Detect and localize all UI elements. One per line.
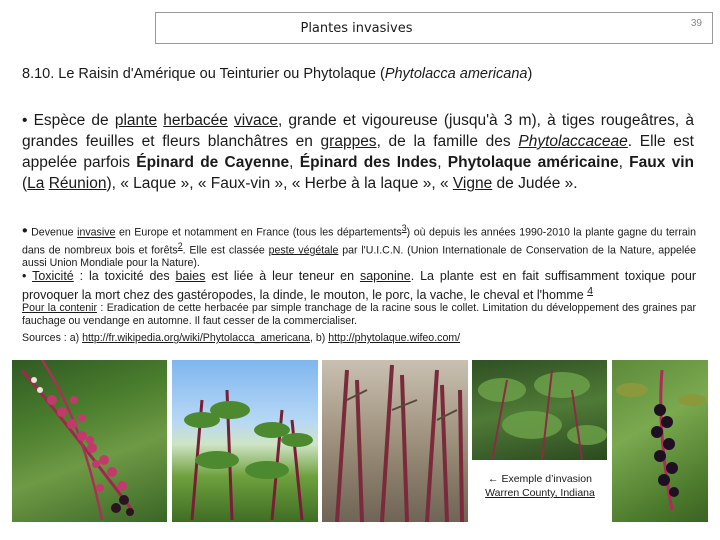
photo-berry-clusters [12, 360, 167, 522]
sources-label: Sources : a) [22, 332, 83, 344]
footnote-4[interactable]: 4 [587, 286, 593, 297]
link-plante[interactable]: plante [114, 112, 158, 129]
link-saponine[interactable]: saponine [359, 269, 411, 283]
description-paragraph [22, 110, 694, 194]
link-invasive[interactable]: invasive [77, 226, 116, 239]
para-text: est liée à leur teneur en [205, 269, 360, 283]
para-text: . La plante est en fait suffisamment toxique pour provoquer la mort chez des gastéropodes, la dinde, le mouton, le porc, la vache, le cheval et l'homme [22, 269, 697, 303]
desc-text: de Judée ». [492, 175, 578, 192]
para-text: ) où depuis les années 1990-2010 la plante gagne du terrain dans de nombreux bois et forêts [22, 226, 696, 257]
link-phytolaque-wifeo[interactable]: http://phytolaque.wifeo.com/ [328, 332, 461, 344]
heading-text: 8.10. Le Raisin d'Amérique ou Teinturier ou Phytolaque ( [22, 66, 385, 82]
common-name: Faux vin [629, 154, 694, 171]
para-text: Devenue [27, 226, 78, 239]
link-pour-la-contenir[interactable]: Pour la contenir [22, 302, 98, 314]
ripe-berries-illustration [612, 360, 708, 522]
invasive-paragraph [22, 222, 696, 271]
header-box [155, 12, 713, 44]
caption-line1: Exemple d’invasion [501, 473, 592, 485]
berry-cluster-illustration [12, 360, 167, 522]
section-heading [22, 66, 712, 82]
control-paragraph [22, 302, 696, 328]
link-peste-vegetale[interactable]: peste végétale [268, 244, 339, 257]
footnote-2[interactable]: 2 [177, 240, 183, 251]
para-text: en Europe et notamment en France (tous les départements [115, 226, 402, 239]
link-reunion[interactable]: Réunion [48, 175, 107, 192]
dry-stems-illustration [322, 360, 468, 522]
plant-stems-illustration [172, 360, 318, 522]
sources-text: , b) [309, 332, 329, 344]
heading-close: ) [527, 66, 533, 82]
photo-winter-stems [322, 360, 468, 522]
header-title: Plantes invasives [300, 21, 413, 36]
photo-caption [474, 472, 606, 500]
desc-text: , [289, 154, 300, 171]
desc-text: , de la famille des [376, 133, 519, 150]
link-phytolaccaceae[interactable]: Phytolaccaceae [518, 133, 628, 150]
link-toxicite[interactable]: Toxicité [32, 269, 74, 283]
toxicity-paragraph [22, 268, 696, 303]
link-wikipedia[interactable]: http://fr.wikipedia.org/wiki/Phytolacca_americana [82, 332, 310, 344]
para-text: . Elle est classée [182, 244, 269, 257]
heading-latin-name: Phytolacca americana [384, 66, 528, 82]
photo-invasion-example [472, 360, 607, 460]
footnote-3[interactable]: 3 [401, 223, 407, 233]
caption-location-link[interactable]: Warren County, Indiana [485, 487, 595, 499]
desc-text: . Elle est appelée parfois [22, 133, 694, 171]
link-vigne[interactable]: Vigne [452, 175, 493, 192]
photo-plant-against-sky [172, 360, 318, 522]
desc-text: • Espèce de [22, 112, 115, 129]
desc-text: , grande et vigoureuse (jusqu'à 3 m), à tiges rougeâtres, à grandes feuilles et fleurs blanchâtres en [22, 112, 694, 150]
common-name: Phytolaque américaine [447, 154, 619, 171]
link-vivace[interactable]: vivace [234, 112, 278, 129]
common-name: Épinard de Cayenne [136, 154, 290, 171]
sources-line [22, 332, 696, 344]
common-name: Épinard des Indes [299, 154, 438, 171]
desc-text: , [618, 154, 630, 171]
para-text: : la toxicité des [73, 269, 176, 283]
desc-text: ), « Laque », « Faux-vin », « Herbe à la laque », « [106, 175, 453, 192]
link-baies[interactable]: baies [175, 269, 206, 283]
desc-text: ( [22, 175, 28, 192]
forest-floor-illustration [472, 360, 607, 460]
para-text: : Eradication de cette herbacée par simple tranchage de la racine sous le collet. Limitation du développement des graines par fauchage ou vendange en automne. Il faut cesser de la commercialiser. [22, 302, 696, 328]
desc-text: , [437, 154, 448, 171]
link-la[interactable]: La [27, 175, 45, 192]
link-grappes[interactable]: grappes [320, 133, 377, 150]
bullet-mark: • [22, 269, 33, 283]
link-herbacee[interactable]: herbacée [163, 112, 228, 129]
para-text: par l'U.I.C.N. (Union Internationale de Conservation de la Nature, appelée aussi Union Mondiale pour la Nature). [22, 244, 696, 270]
photo-ripe-berries [612, 360, 708, 522]
left-arrow-icon: ← [488, 473, 499, 485]
bullet-mark: • [22, 222, 28, 240]
page-number: 39 [690, 18, 702, 29]
